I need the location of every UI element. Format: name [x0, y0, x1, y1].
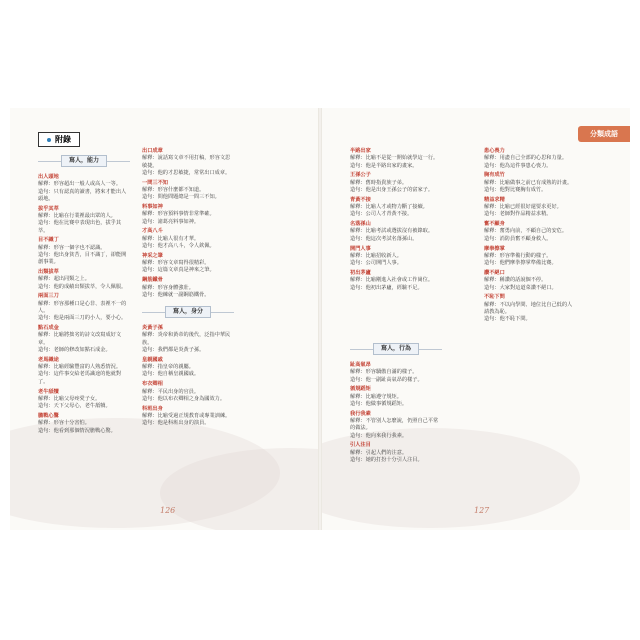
idiom-entry — [350, 148, 442, 170]
idiom-entry — [350, 442, 442, 464]
right-page — [320, 108, 630, 530]
idiom-term: 料事如神 — [142, 204, 163, 211]
idiom-example: 造句：他才高八斗，令人欽佩。 — [142, 243, 215, 250]
idiom-example: 造句：他做事循規蹈矩。 — [350, 400, 408, 407]
idiom-term: 趾高氣昂 — [350, 362, 371, 368]
idiom-entry — [350, 172, 442, 194]
idiom-definition: 解釋：比喻已經很好還要求更好。 — [484, 204, 562, 211]
idiom-definition: 解釋：說話寫文章不用打稿，形容文思敏捷。 — [142, 155, 231, 169]
entry-list — [350, 362, 442, 464]
idiom-definition: 解釋：比喻做事之前已有成熟的計畫。 — [484, 179, 573, 186]
idiom-entry — [350, 386, 442, 408]
idiom-entry — [142, 325, 234, 354]
idiom-entry — [142, 228, 234, 250]
section-header-behavior — [350, 342, 442, 356]
idiom-example: 造句：他這次考試名落孫山。 — [350, 235, 418, 242]
idiom-definition: 解釋：形容什麼都不知道。 — [142, 186, 205, 193]
idiom-example: 造句：他自稱皇親國戚。 — [142, 371, 200, 378]
column-2 — [142, 148, 234, 430]
idiom-term: 皇親國戚 — [142, 356, 163, 363]
idiom-definition: 解釋：比喻受過正規教育或專業訓練。 — [142, 412, 231, 419]
idiom-entry — [350, 246, 442, 268]
idiom-definition: 解釋：形容十分害怕。 — [38, 420, 90, 427]
idiom-term: 奮不顧身 — [484, 221, 505, 228]
entry-list — [350, 148, 442, 292]
dot-icon — [47, 138, 51, 142]
idiom-example: 造句：他為這件事患心喪力。 — [484, 162, 552, 169]
appendix-label: 附錄 — [55, 135, 71, 144]
idiom-term: 出人頭地 — [38, 174, 59, 180]
idiom-entry — [350, 197, 442, 219]
idiom-entry — [350, 411, 442, 440]
idiom-definition: 解釋：舊時指貴族子弟。 — [350, 179, 408, 186]
idiom-definition: 解釋：比喻人很有才華。 — [142, 235, 200, 242]
idiom-entry — [38, 325, 130, 354]
section-title: 寫人，身分 — [165, 306, 211, 317]
column-4 — [350, 336, 442, 467]
idiom-entry — [484, 246, 576, 268]
idiom-term: 點石成金 — [38, 325, 59, 332]
idiom-definition: 解釋：形容身體強壯。 — [142, 284, 194, 291]
idiom-entry — [38, 293, 130, 322]
idiom-term: 胸有成竹 — [484, 172, 505, 179]
idiom-entry — [38, 269, 130, 291]
idiom-example: 造句：他出身貧苦，目不識丁，卻能開創事業。 — [38, 251, 127, 266]
idiom-example: 造句：只有認真的讀書，將來才能出人頭地。 — [38, 188, 127, 202]
section-title: 寫人，能力 — [61, 155, 107, 166]
idiom-entry — [38, 357, 130, 386]
idiom-term: 循規蹈矩 — [350, 386, 371, 393]
idiom-definition: 解釋：形容準備行動的樣子。 — [484, 252, 552, 259]
idiom-definition: 解釋：形容預料事情非常準確。 — [142, 211, 215, 218]
left-page — [10, 108, 320, 530]
idiom-definition: 解釋：比喻父母疼愛子女。 — [38, 395, 101, 402]
idiom-example: 造句：他看到那個情況膽戰心驚。 — [38, 427, 116, 434]
idiom-example: 造句：他是兩面三刀的小人，要小心。 — [38, 315, 127, 322]
idiom-term: 膽戰心驚 — [38, 412, 59, 419]
page-number: 127 — [474, 506, 490, 515]
idiom-definition: 解釋：奮勇向前，不顧自己的安危。 — [484, 228, 568, 235]
idiom-entry — [38, 174, 130, 203]
idiom-definition: 解釋：形容驕傲自滿的樣子。 — [350, 369, 418, 376]
idiom-definition: 解釋：引起人們的注意。 — [350, 449, 408, 456]
idiom-example: 造句：他不恥下問。 — [484, 316, 531, 323]
idiom-example: 造句：他練就一副鋼筋鐵骨。 — [142, 291, 210, 298]
idiom-definition: 解釋：比喻將拙劣的詩文改寫成好文章。 — [38, 332, 122, 346]
idiom-definition: 解釋：稱讚的話說個不停。 — [484, 277, 547, 284]
idiom-example: 造句：公司開門人事。 — [350, 260, 402, 267]
idiom-definition: 解釋：比喻遵守規矩。 — [350, 393, 402, 400]
appendix-badge — [38, 132, 80, 147]
idiom-definition: 解釋：炎帝和黃帝的後代，泛指中華民族。 — [142, 332, 231, 346]
idiom-example: 造句：他向來我行我素。 — [350, 432, 408, 439]
entry-list — [484, 148, 576, 324]
idiom-term: 目不識丁 — [38, 237, 59, 244]
idiom-example: 造句：諸葛亮料事如神。 — [142, 218, 200, 225]
idiom-definition: 解釋：比喻考試或選拔沒有被錄取。 — [350, 228, 434, 235]
idiom-term: 神采之筆 — [142, 252, 163, 259]
idiom-entry — [484, 270, 576, 292]
idiom-definition: 解釋：超出同類之上。 — [38, 276, 90, 283]
idiom-term: 出口成章 — [142, 148, 163, 154]
idiom-definition: 解釋：不管別人怎麼說，仍照自己平常的做法。 — [350, 418, 439, 432]
entry-list — [142, 325, 234, 427]
idiom-example: 造句：他以布衣卿相之身為國效力。 — [142, 395, 226, 402]
idiom-definition: 解釋：不以向學問、地位比自己低的人請教為恥。 — [484, 301, 573, 315]
idiom-term: 開門人事 — [350, 245, 371, 252]
idiom-entry — [484, 148, 576, 170]
idiom-term: 患心喪力 — [484, 148, 505, 154]
idiom-example: 造句：他是出身王孫公子的富家子。 — [350, 186, 434, 193]
section-title: 寫人，行為 — [373, 343, 419, 354]
idiom-term: 我行我素 — [350, 410, 371, 417]
idiom-entry — [484, 221, 576, 243]
idiom-definition: 解釋：比喻經驗豐富的人熟悉情況。 — [38, 364, 122, 371]
idiom-entry — [142, 253, 234, 275]
idiom-example: 造句：他初出茅廬，經驗不足。 — [350, 284, 423, 291]
category-tab: 分類成語 — [578, 126, 630, 142]
idiom-example: 造句：他是半路出家的畫家。 — [350, 162, 418, 169]
idiom-example: 造句：這篇文章真是神來之筆。 — [142, 267, 215, 274]
idiom-term: 青黃不接 — [350, 196, 371, 203]
idiom-definition: 解釋：比喻剛進入社會或工作崗位。 — [350, 277, 434, 284]
book-gutter — [318, 108, 322, 530]
idiom-entry — [142, 277, 234, 299]
idiom-definition: 解釋：比喻不是從一開始就學這一行。 — [350, 155, 439, 162]
page-number: 126 — [160, 506, 176, 515]
idiom-term: 才高八斗 — [142, 228, 163, 235]
idiom-entry — [350, 362, 442, 384]
idiom-example: 造句：他的才思敏捷，常常出口成章。 — [142, 169, 231, 176]
idiom-definition: 解釋：比喻在行業裡最出眾的人。 — [38, 212, 116, 219]
idiom-definition: 解釋：比喻人才或物力斷了接續。 — [350, 204, 428, 211]
idiom-example: 造句：公司人才青黃不接。 — [350, 211, 413, 218]
column-3 — [350, 148, 442, 294]
idiom-term: 出類拔萃 — [38, 269, 59, 276]
entry-list — [142, 148, 234, 299]
idiom-term: 一問三不知 — [142, 179, 168, 186]
idiom-entry — [484, 172, 576, 194]
idiom-example: 造句：消防員奮不顧身救人。 — [484, 235, 552, 242]
idiom-term: 名落孫山 — [350, 221, 371, 228]
idiom-entry — [142, 381, 234, 403]
idiom-example: 造句：他一副趾高氣昂的樣子。 — [350, 376, 423, 383]
idiom-entry — [38, 389, 130, 411]
idiom-term: 炎黃子孫 — [142, 325, 163, 332]
idiom-term: 讚不絕口 — [484, 269, 505, 276]
idiom-entry — [38, 237, 130, 266]
idiom-definition: 解釋：形容那種口是心非、表裡不一的人。 — [38, 300, 127, 315]
idiom-example: 造句：我們都是炎黃子孫。 — [142, 347, 205, 354]
idiom-term: 布衣卿相 — [142, 381, 163, 388]
idiom-entry — [350, 221, 442, 243]
idiom-example: 造句：這件事交給老馬識途的他就對了。 — [38, 371, 122, 385]
idiom-entry — [142, 406, 234, 428]
idiom-example: 造句：他在比賽中表現出色，拔乎其萃。 — [38, 220, 122, 234]
idiom-example: 造句：他對比賽胸有成竹。 — [484, 186, 547, 193]
idiom-example: 造句：她的打扮十分引人注目。 — [350, 457, 423, 464]
column-5 — [484, 148, 576, 326]
idiom-example: 造句：他們摩拳擦掌準備比賽。 — [484, 260, 557, 267]
idiom-entry — [142, 357, 234, 379]
idiom-term: 老馬識途 — [38, 356, 59, 363]
section-header-status — [142, 305, 234, 319]
idiom-example: 造句：老師對作品精益求精。 — [484, 211, 552, 218]
idiom-example: 造句：天下父母心，老牛舐犢。 — [38, 403, 111, 410]
idiom-term: 摩拳擦掌 — [484, 245, 505, 252]
idiom-definition: 解釋：形容一個字也不認識。 — [38, 244, 106, 251]
idiom-term: 老牛舐犢 — [38, 388, 59, 395]
idiom-definition: 解釋：形容文章寫得很精彩。 — [142, 260, 210, 267]
idiom-entry — [38, 413, 130, 435]
idiom-example: 造句：老師的修改如點石成金。 — [38, 347, 111, 354]
idiom-entry — [142, 204, 234, 226]
idiom-example: 造句：大家對這道菜讚不絕口。 — [484, 284, 557, 291]
idiom-term: 初出茅廬 — [350, 269, 371, 276]
idiom-entry — [142, 180, 234, 202]
idiom-entry — [38, 206, 130, 235]
idiom-term: 拔乎其萃 — [38, 205, 59, 212]
idiom-entry — [484, 197, 576, 219]
idiom-entry — [350, 270, 442, 292]
idiom-entry — [484, 294, 576, 323]
idiom-term: 王孫公子 — [350, 172, 371, 179]
idiom-definition: 解釋：比喻招收新人。 — [350, 252, 402, 259]
idiom-term: 科班出身 — [142, 405, 163, 412]
idiom-definition: 解釋：平民出身的官員。 — [142, 388, 200, 395]
idiom-definition: 解釋：用盡自己全部的心思和力量。 — [484, 155, 568, 162]
idiom-term: 鋼筋鐵骨 — [142, 277, 163, 284]
idiom-term: 精益求精 — [484, 196, 505, 203]
idiom-definition: 解釋：形容超出一般人或高人一等。 — [38, 181, 122, 188]
idiom-definition: 解釋：指皇帝的親屬。 — [142, 364, 194, 371]
idiom-term: 引人注目 — [350, 442, 371, 449]
idiom-entry — [142, 148, 234, 177]
idiom-term: 兩面三刀 — [38, 293, 59, 300]
idiom-example: 造句：他是科班出身的演員。 — [142, 420, 210, 427]
idiom-example: 造句：他的成績出類拔萃，令人佩服。 — [38, 283, 127, 290]
idiom-term: 不恥下問 — [484, 294, 505, 301]
idiom-term: 半路出家 — [350, 148, 371, 154]
entry-list — [38, 174, 130, 435]
column-1 — [38, 148, 130, 437]
idiom-example: 造句：問他問題總是一問三不知。 — [142, 194, 220, 201]
section-header-ability — [38, 154, 130, 168]
